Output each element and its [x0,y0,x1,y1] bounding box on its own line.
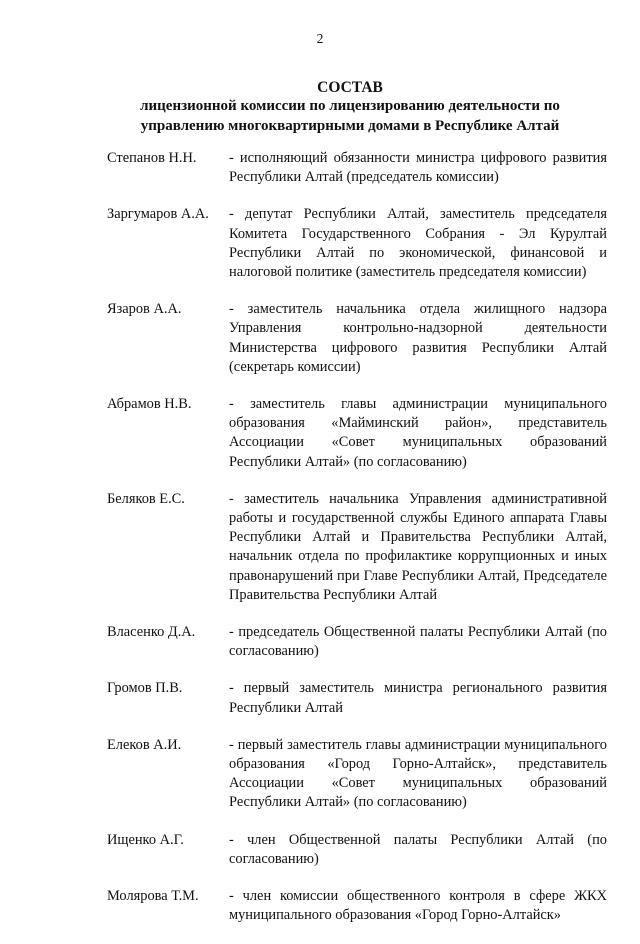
member-row [107,623,607,661]
member-name: Молярова Т.М. [107,888,199,905]
member-row [107,205,607,282]
page-number: 2 [316,31,324,46]
document-title: СОСТАВ [317,79,383,96]
member-role: - заместитель начальника отдела жилищного надзора Управления контрольно-надзорной деятельности Министерства цифрового развития Республики Алтай (секретарь комиссии) [229,301,607,375]
member-name: Громов П.В. [107,680,183,697]
member-row [107,887,607,925]
member-role: - председатель Общественной палаты Республики Алтай (по согласованию) [229,624,607,660]
member-name: Степанов Н.Н. [107,150,197,166]
commission-members-list [107,149,607,944]
member-name: Беляков Е.С. [107,490,185,507]
member-row [107,149,607,187]
member-row [107,300,607,377]
member-role: - член Общественной палаты Республики Алтай (по согласованию) [229,831,607,867]
member-role: - исполняющий обязанности министра цифрового развития Республики Алтай (председатель комиссии) [229,150,607,186]
member-row [107,490,607,605]
member-name: Ищенко А.Г. [107,831,184,848]
member-row [107,679,607,717]
member-row [107,831,607,869]
member-name: Елеков А.И. [107,736,182,753]
member-role: - заместитель главы администрации муниципального образования «Майминский район», представитель Ассоциации «Совет муниципальных образований Республики Алтай» (по согласованию) [229,396,607,470]
member-role: - первый заместитель главы администрации муниципального образования «Город Горно-Алтайск», представитель Ассоциации «Совет муниципальных образований Республики Алтай» (по согласованию) [229,736,607,811]
member-name: Язаров А.А. [107,301,182,318]
member-role: - член комиссии общественного контроля в сфере ЖКХ муниципального образования «Город Горно-Алтайск» [229,888,607,924]
document-subtitle-line-2: управлению многоквартирными домами в Республике Алтай [140,117,560,134]
member-role: - заместитель начальника Управления административной работы и государственной службы Единого аппарата Главы Республики Алтай и Правительства Республики Алтай, начальник отдела по профилактике коррупционных и иных правонарушений при Главе Республики Алтай, Председателе Правительства Республики Алтай [229,490,607,603]
member-role: - первый заместитель министра регионального развития Республики Алтай [229,680,607,716]
member-row [107,736,607,813]
document-subtitle-line-1: лицензионной комиссии по лицензированию деятельности по [140,98,560,114]
member-name: Заргумаров А.А. [107,206,209,223]
member-name: Власенко Д.А. [107,624,196,641]
document-heading [95,78,605,136]
member-name: Абрамов Н.В. [107,396,192,413]
member-role: - депутат Республики Алтай, заместитель председателя Комитета Государственного Собрания - Эл Курултай Республики Алтай по экономической, финансовой и налоговой политике (заместитель председателя комиссии) [229,206,607,281]
member-row [107,395,607,472]
